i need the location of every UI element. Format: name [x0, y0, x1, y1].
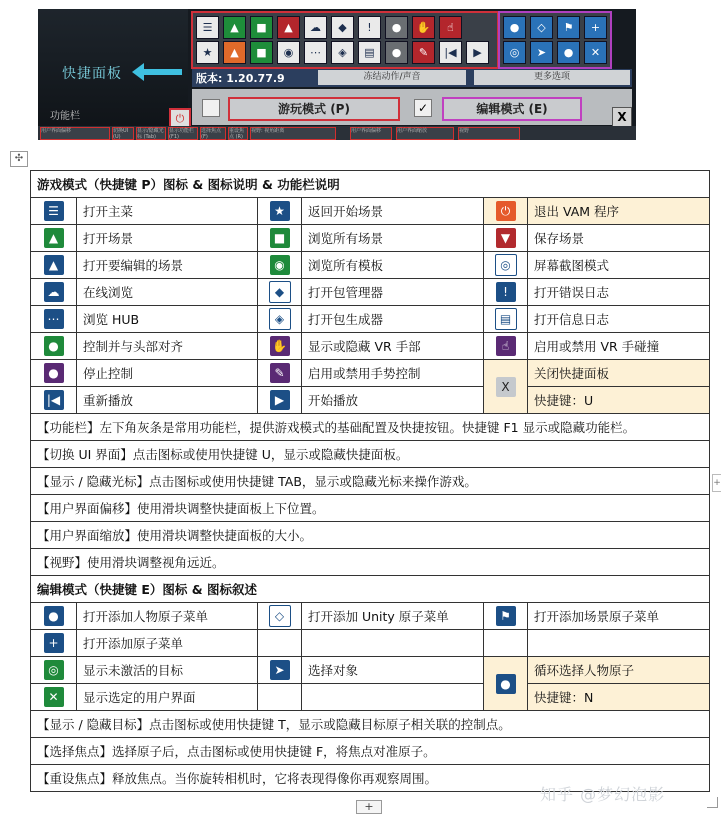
- description-cell: 退出 VAM 程序: [528, 198, 710, 225]
- icon-cell: [258, 360, 302, 387]
- description-cell: 打开添加场景原子菜单: [528, 603, 710, 630]
- person-icon: ●: [44, 606, 64, 626]
- gesture-icon: ✎: [270, 363, 290, 383]
- play-toolbar-icon[interactable]: ▲: [223, 41, 246, 64]
- description-cell: 打开添加原子菜单: [77, 630, 258, 657]
- hand-collision-icon: ☝: [496, 336, 516, 356]
- description-cell: 启用或禁用 VR 手碰撞: [528, 333, 710, 360]
- icon-cell: [258, 657, 302, 684]
- table-row: [31, 657, 710, 684]
- description-cell: 循环选择人物原子: [528, 657, 710, 684]
- unity-icon: ◇: [269, 605, 291, 627]
- icon-cell: [484, 225, 528, 252]
- shortcut-panel-label: 快捷面板: [62, 66, 122, 82]
- play-toolbar-icon[interactable]: ☰: [196, 16, 219, 39]
- info-log-icon: ▤: [495, 308, 517, 330]
- table-row: [31, 333, 710, 360]
- flag-icon: ⚑: [496, 606, 516, 626]
- play-toolbar-icon[interactable]: ⋯: [304, 41, 327, 64]
- play-toolbar-icon[interactable]: ▤: [358, 41, 381, 64]
- description-cell: 浏览所有模板: [302, 252, 484, 279]
- template-icon: ◉: [270, 255, 290, 275]
- note-row: [31, 522, 710, 549]
- cloud-icon: ☁: [44, 282, 64, 302]
- more-options-button[interactable]: 更多选项: [474, 70, 630, 85]
- icon-cell: [31, 603, 77, 630]
- description-cell: 打开信息日志: [528, 306, 710, 333]
- function-bar-item[interactable]: 用户界面缩放: [396, 127, 454, 140]
- function-bar-item[interactable]: 用户界面偏移: [40, 127, 110, 140]
- function-bar-label: 功能栏: [50, 111, 80, 122]
- description-cell: [528, 630, 710, 657]
- note-row: [31, 711, 710, 738]
- error-icon: !: [496, 282, 516, 302]
- table-row: [31, 225, 710, 252]
- edit-toolbar-icon[interactable]: ●: [503, 16, 526, 39]
- table-row: [31, 684, 710, 711]
- play-mode-checkbox[interactable]: [202, 99, 220, 117]
- description-cell: 重新播放: [77, 387, 258, 414]
- table-row: [31, 279, 710, 306]
- play-toolbar-icon[interactable]: ▲: [277, 16, 300, 39]
- note-text: 【选择焦点】选择原子后，点击图标或使用快捷键 F，将焦点对准原子。: [31, 738, 710, 765]
- table-row: [31, 306, 710, 333]
- play-toolbar-icon[interactable]: ■: [250, 16, 273, 39]
- table-row: [31, 630, 710, 657]
- table-row: [31, 603, 710, 630]
- edit-toolbar-icon[interactable]: ⚑: [557, 16, 580, 39]
- note-row: [31, 468, 710, 495]
- play-toolbar-icon[interactable]: ☁: [304, 16, 327, 39]
- note-row: [31, 441, 710, 468]
- resize-handle[interactable]: [707, 797, 718, 808]
- open-scene-icon: ▲: [44, 228, 64, 248]
- power-icon: ⏻: [496, 201, 516, 221]
- target-icon: ◎: [44, 660, 64, 680]
- description-cell: 打开错误日志: [528, 279, 710, 306]
- icon-cell: [31, 684, 77, 711]
- icon-cell: [31, 306, 77, 333]
- vam-ui-screenshot: [38, 9, 636, 140]
- icon-cell: [484, 306, 528, 333]
- mode-bar: [192, 89, 632, 125]
- note-row: [31, 495, 710, 522]
- icon-cell: [258, 684, 302, 711]
- function-bar-item[interactable]: 用户界面偏移: [350, 127, 392, 140]
- play-toolbar-icon[interactable]: ▶: [466, 41, 489, 64]
- edit-mode-button[interactable]: 编辑模式 (E): [442, 97, 582, 121]
- function-bar: [38, 126, 636, 140]
- star-icon: ★: [270, 201, 290, 221]
- folder-icon: ■: [270, 228, 290, 248]
- description-cell: 控制并与头部对齐: [77, 333, 258, 360]
- description-cell: [302, 684, 484, 711]
- description-cell: 显示选定的用户界面: [77, 684, 258, 711]
- move-handle-icon[interactable]: ✣: [10, 151, 28, 167]
- icon-cell: [31, 252, 77, 279]
- note-row: [31, 549, 710, 576]
- note-text: 【显示 / 隐藏目标】点击图标或使用快捷键 T，显示或隐藏目标原子相关联的控制点。: [31, 711, 710, 738]
- package-icon: ◆: [269, 281, 291, 303]
- description-cell: 浏览 HUB: [77, 306, 258, 333]
- icon-cell: [258, 387, 302, 414]
- arrow-left-icon: [142, 69, 182, 75]
- table-row: [31, 387, 710, 414]
- replay-icon: |◀: [44, 390, 64, 410]
- camera-icon: ◎: [495, 254, 517, 276]
- icon-cell: [258, 252, 302, 279]
- menu-icon: ☰: [44, 201, 64, 221]
- play-toolbar-icon[interactable]: ◉: [277, 41, 300, 64]
- side-tab[interactable]: +: [712, 474, 721, 492]
- section-header: 游戏模式（快捷键 P）图标 & 图标说明 & 功能栏说明: [31, 171, 710, 198]
- play-mode-button[interactable]: 游玩模式 (P): [228, 97, 400, 121]
- play-toolbar-icon[interactable]: ◈: [331, 41, 354, 64]
- function-bar-item[interactable]: 视野: 视角距离: [250, 127, 336, 140]
- description-cell: 快捷键：N: [528, 684, 710, 711]
- icon-cell: [31, 657, 77, 684]
- description-cell: 浏览所有场景: [302, 225, 484, 252]
- icon-cell: [31, 630, 77, 657]
- plus-icon: +: [44, 633, 64, 653]
- icon-cell: [484, 252, 528, 279]
- edit-toolbar-icon[interactable]: ➤: [530, 41, 553, 64]
- note-text: 【切换 UI 界面】点击图标或使用快捷键 U，显示或隐藏快捷面板。: [31, 441, 710, 468]
- icon-cell: [484, 333, 528, 360]
- icon-cell: [484, 360, 528, 414]
- freeze-button[interactable]: 冻结动作/声音: [318, 70, 466, 85]
- description-cell: 打开主菜: [77, 198, 258, 225]
- save-scene-icon: ▼: [496, 228, 516, 248]
- edit-mode-checkbox[interactable]: ✓: [414, 99, 432, 117]
- play-section-header: [31, 171, 710, 198]
- package-builder-icon: ◈: [269, 308, 291, 330]
- description-cell: 停止控制: [77, 360, 258, 387]
- note-text: 【显示 / 隐藏光标】点击图标或使用快捷键 TAB，显示或隐藏光标来操作游戏。: [31, 468, 710, 495]
- play-mode-icon-group: [191, 11, 499, 69]
- description-cell: 显示未激活的目标: [77, 657, 258, 684]
- play-toolbar-icon[interactable]: ■: [250, 41, 273, 64]
- description-cell: 保存场景: [528, 225, 710, 252]
- icon-cell: [31, 279, 77, 306]
- description-cell: 屏幕截图模式: [528, 252, 710, 279]
- function-bar-item[interactable]: 显示功能栏 (F1): [168, 127, 198, 140]
- description-cell: 打开场景: [77, 225, 258, 252]
- play-toolbar-icon[interactable]: !: [358, 16, 381, 39]
- edit-toolbar-icon[interactable]: ●: [557, 41, 580, 64]
- watermark: 知乎 @梦幻泡影: [540, 785, 666, 804]
- description-cell: 打开包管理器: [302, 279, 484, 306]
- function-bar-item[interactable]: 切换UI (U): [112, 127, 134, 140]
- add-row-button[interactable]: +: [356, 800, 382, 814]
- icon-cell: [258, 198, 302, 225]
- play-toolbar-icon[interactable]: ☝: [439, 16, 462, 39]
- edit-scene-icon: ▲: [44, 255, 64, 275]
- description-cell: 启用或禁用手势控制: [302, 360, 484, 387]
- table-row: [31, 252, 710, 279]
- edit-toolbar-icon[interactable]: ✕: [584, 41, 607, 64]
- close-panel-button[interactable]: X: [612, 107, 632, 127]
- edit-toolbar-icon[interactable]: ◎: [503, 41, 526, 64]
- note-text: 【功能栏】左下角灰条是常用功能栏，提供游戏模式的基础配置及快捷按钮。快捷键 F1 显示或隐藏功能栏。: [31, 414, 710, 441]
- icon-cell: [484, 279, 528, 306]
- play-toolbar-icon[interactable]: ●: [385, 16, 408, 39]
- function-bar-item[interactable]: 选择焦点 (F): [200, 127, 226, 140]
- play-toolbar-icon[interactable]: ★: [196, 41, 219, 64]
- tools-icon: ✕: [44, 687, 64, 707]
- cycle-person-icon: ●: [496, 674, 516, 694]
- note-text: 【重设焦点】释放焦点。当你旋转相机时，它将表现得像你再观察周围。: [31, 765, 710, 792]
- description-cell: [302, 630, 484, 657]
- section-header: 编辑模式（快捷键 E）图标 & 图标叙述: [31, 576, 710, 603]
- play-toolbar-icon[interactable]: ●: [385, 41, 408, 64]
- icon-cell: [258, 306, 302, 333]
- vr-hand-icon: ✋: [270, 336, 290, 356]
- note-text: 【用户界面缩放】使用滑块调整快捷面板的大小。: [31, 522, 710, 549]
- icon-cell: [258, 225, 302, 252]
- icon-cell: [484, 198, 528, 225]
- cursor-icon: ➤: [270, 660, 290, 680]
- table-row: [31, 360, 710, 387]
- power-icon[interactable]: ⏻: [169, 108, 191, 130]
- edit-toolbar-icon[interactable]: +: [584, 16, 607, 39]
- description-cell: 打开要编辑的场景: [77, 252, 258, 279]
- description-cell: 打开添加人物原子菜单: [77, 603, 258, 630]
- icon-cell: [484, 657, 528, 711]
- icon-cell: [258, 630, 302, 657]
- table-row: [31, 198, 710, 225]
- version-label: 版本: 1.20.77.9: [196, 72, 285, 85]
- edit-mode-icon-group: [498, 11, 612, 69]
- description-cell: 打开包生成器: [302, 306, 484, 333]
- icon-reference-table: [30, 170, 710, 792]
- icon-cell: [31, 387, 77, 414]
- play-toolbar-icon[interactable]: ✋: [412, 16, 435, 39]
- description-cell: 快捷键：U: [528, 387, 710, 414]
- icon-cell: [31, 225, 77, 252]
- description-cell: 在线浏览: [77, 279, 258, 306]
- edit-toolbar-icon[interactable]: ◇: [530, 16, 553, 39]
- play-toolbar-icon[interactable]: |◀: [439, 41, 462, 64]
- icon-cell: [31, 333, 77, 360]
- function-bar-item[interactable]: 显示/隐藏光标 (Tab): [136, 127, 166, 140]
- function-bar-item[interactable]: 重设焦点 (R): [228, 127, 248, 140]
- hub-icon: ⋯: [44, 309, 64, 329]
- note-text: 【用户界面偏移】使用滑块调整快捷面板上下位置。: [31, 495, 710, 522]
- note-row: [31, 738, 710, 765]
- description-cell: 打开添加 Unity 原子菜单: [302, 603, 484, 630]
- stop-control-icon: ●: [44, 363, 64, 383]
- icon-cell: [31, 198, 77, 225]
- head-align-icon: ●: [44, 336, 64, 356]
- icon-cell: [31, 360, 77, 387]
- icon-cell: [484, 603, 528, 630]
- close-icon: X: [496, 377, 516, 397]
- icon-cell: [258, 603, 302, 630]
- icon-cell: [258, 279, 302, 306]
- description-cell: 选择对象: [302, 657, 484, 684]
- icon-cell: [484, 630, 528, 657]
- note-text: 【视野】使用滑块调整视角远近。: [31, 549, 710, 576]
- description-cell: 显示或隐藏 VR 手部: [302, 333, 484, 360]
- note-row: [31, 414, 710, 441]
- play-toolbar-icon[interactable]: ✎: [412, 41, 435, 64]
- play-toolbar-icon[interactable]: ▲: [223, 16, 246, 39]
- version-bar: [192, 69, 632, 87]
- edit-section-header: [31, 576, 710, 603]
- play-toolbar-icon[interactable]: ◆: [331, 16, 354, 39]
- description-cell: 返回开始场景: [302, 198, 484, 225]
- description-cell: 关闭快捷面板: [528, 360, 710, 387]
- play-icon: ▶: [270, 390, 290, 410]
- icon-cell: [258, 333, 302, 360]
- description-cell: 开始播放: [302, 387, 484, 414]
- function-bar-item[interactable]: 视野: [458, 127, 520, 140]
